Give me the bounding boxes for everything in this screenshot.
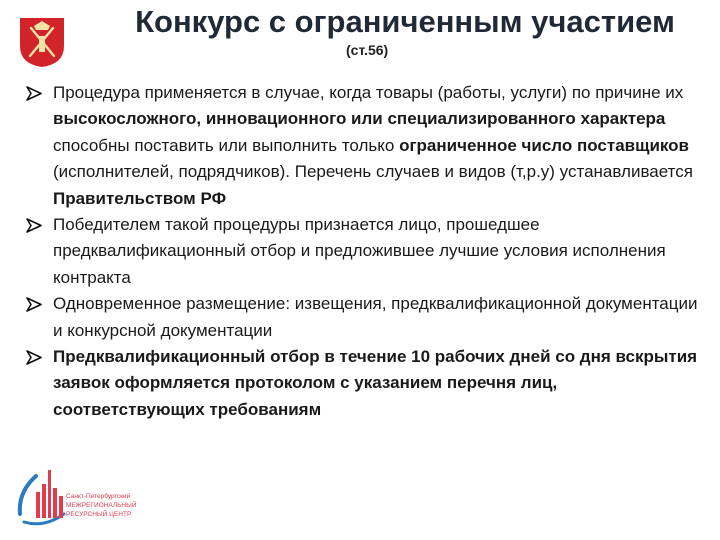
item-text: Одновременное размещение: извещения, предквалификационной документации и конкурсной документации (53, 294, 698, 340)
list-item (26, 212, 698, 291)
item-text: Процедура применяется в случае, когда товары (работы, услуги) по причине их (53, 83, 684, 102)
page-subtitle: (ст.56) (346, 42, 389, 58)
item-text: способны поставить или выполнить только (53, 135, 400, 155)
list-item (26, 80, 698, 212)
page-title: Конкурс с ограниченным участием (135, 4, 675, 39)
arrow-bullet-icon (26, 350, 42, 365)
arrow-bullet-icon (26, 297, 42, 312)
item-text: Победителем такой процедуры признается лицо, прошедшее предквалификационный отбор и предложившее лучшие условия исполнения контракта (53, 215, 666, 287)
arrow-bullet-icon (26, 218, 42, 233)
logo-caption (66, 492, 137, 519)
bullet-list (26, 80, 698, 423)
item-text-bold: ограниченное число поставщиков (399, 135, 690, 155)
logo-line: Санкт-Петербургский (66, 493, 131, 500)
item-text-bold: высокосложного, инновационного или специализированного характера (53, 109, 666, 129)
logo-line: РЕСУРСНЫЙ ЦЕНТР (66, 511, 132, 518)
item-text-bold: Правительством РФ (53, 188, 227, 208)
list-item (26, 344, 698, 423)
item-text-bold: Предквалификационный отбор в течение 10 рабочих дней со дня вскрытия заявок оформляется протоколом с указанием перечня лиц, соответствующих требованиям (53, 347, 698, 419)
arrow-bullet-icon (26, 86, 42, 101)
logo-line: МЕЖРЕГИОНАЛЬНЫЙ (66, 502, 137, 509)
item-text: (исполнителей, подрядчиков). Перечень случаев и видов (т,р.у) устанавливается (53, 162, 693, 182)
list-item (26, 291, 698, 344)
